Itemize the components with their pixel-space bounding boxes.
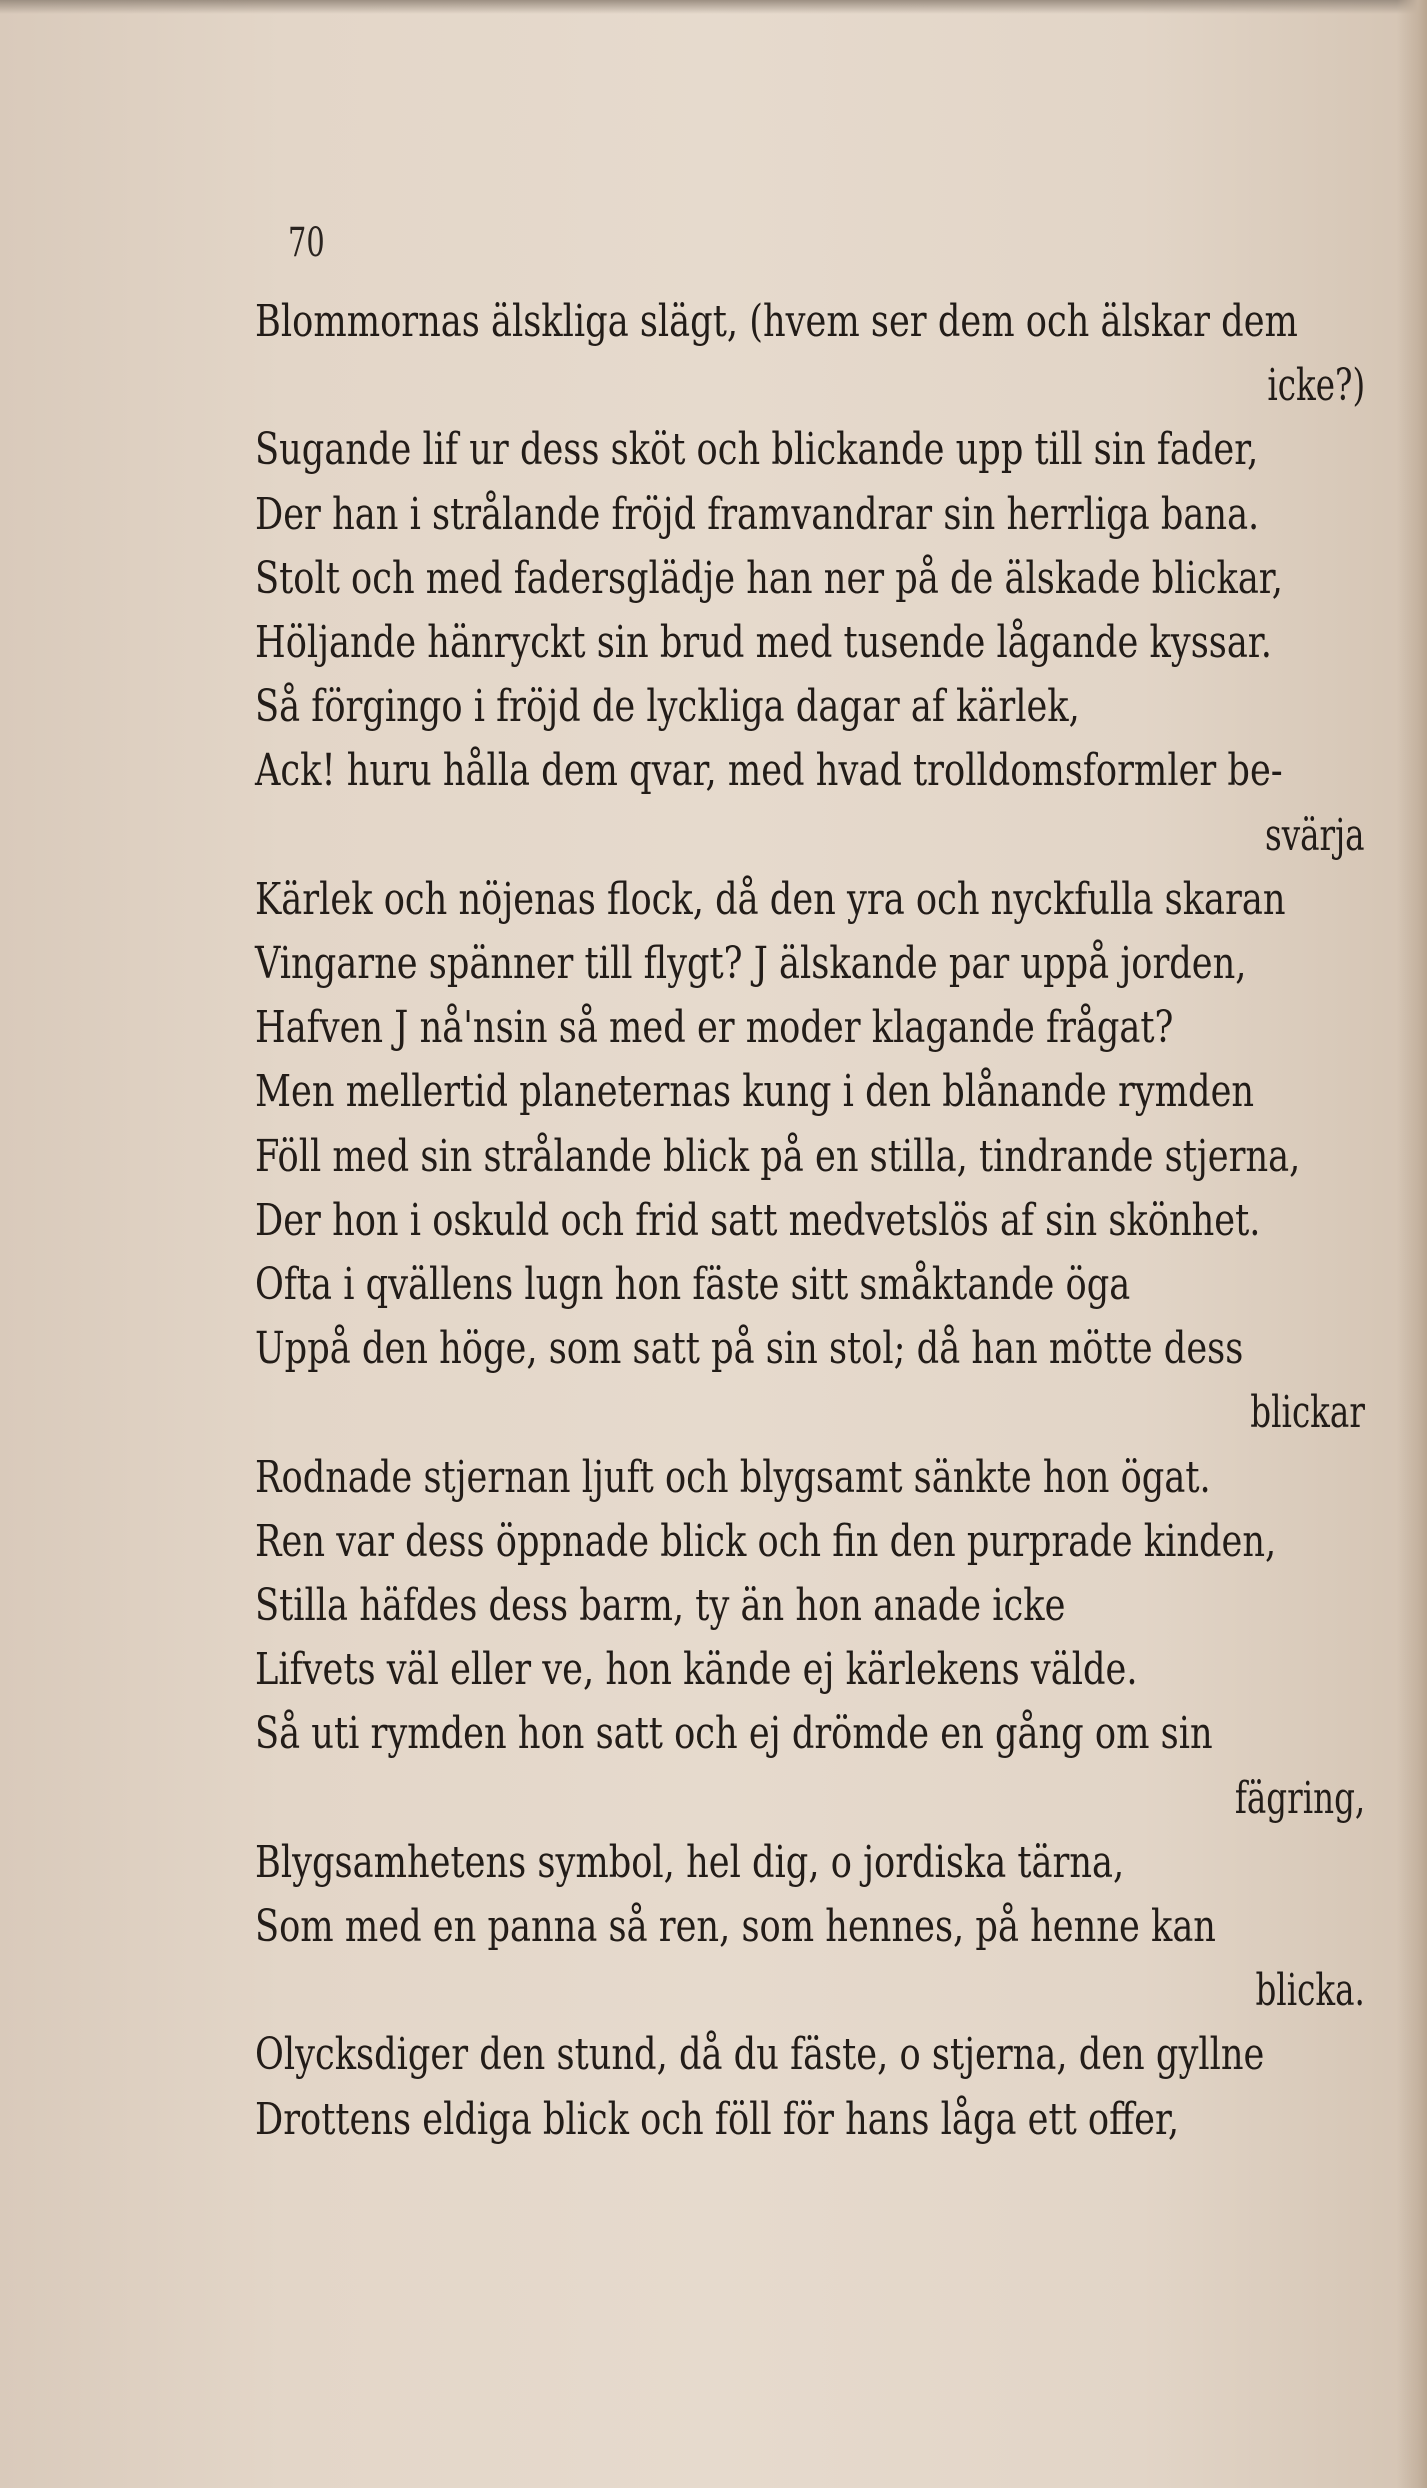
poem-line: Men mellertid planeternas kung i den blånande rymden [255,1066,1255,1118]
poem-line-continuation: svärja [1265,809,1365,861]
poem-line: Lifvets väl eller ve, hon kände ej kärlekens välde. [255,1644,1138,1696]
poem-line: Kärlek och nöjenas flock, då den yra och nyckfulla skaran [255,873,1286,925]
poem-line: Blommornas älskliga slägt, (hvem ser dem och älskar dem [255,296,1298,347]
poem-line: Så uti rymden hon satt och ej drömde en gång om sin [255,1708,1213,1760]
poem-line: Der han i strålande fröjd framvandrar sin herrliga bana. [255,488,1260,540]
poem-line: Blygsamhetens symbol, hel dig, o jordiska tärna, [255,1836,1125,1888]
poem-line: Som med en panna så ren, som hennes, på henne kan [255,1901,1216,1952]
poem-line: Föll med sin strålande blick på en stilla, tindrande stjerna, [255,1130,1301,1182]
page-number: 70 [288,220,325,266]
poem-line: Stilla häfdes dess barm, ty än hon anade icke [255,1580,1066,1631]
poem-line: Sugande lif ur dess sköt och blickande upp till sin fader, [255,424,1259,476]
poem-line: Hafven J nå'nsin så med er moder klagande frågat? [255,1002,1174,1054]
poem-line: Stolt och med fadersglädje han ner på de älskade blickar, [255,552,1283,604]
poem-line: Ack! huru hålla dem qvar, med hvad trolldomsformler be- [255,745,1283,797]
poem-line-continuation: fägring, [1234,1772,1365,1824]
poem-line-continuation: blicka. [1255,1965,1365,2017]
poem-line: Drottens eldiga blick och föll för hans låga ett offer, [255,2093,1180,2145]
poem-line: Höljande hänryckt sin brud med tusende lågande kyssar. [255,617,1272,668]
top-shadow [0,0,1427,14]
poem-line: Uppå den höge, som satt på sin stol; då han mötte dess [255,1323,1244,1375]
page-edge [1397,0,1427,2488]
poem-line-continuation: blickar [1250,1387,1365,1439]
poem-line: Ren var dess öppnade blick och fin den purprade kinden, [255,1515,1277,1567]
poem-line: Rodnade stjernan ljuft och blygsamt sänkte hon ögat. [255,1451,1211,1503]
poem-line: Der hon i oskuld och frid satt medvetslös af sin skönhet. [255,1194,1261,1246]
poem-line: Ofta i qvällens lugn hon fäste sitt småktande öga [255,1259,1131,1310]
poem-line-continuation: icke?) [1267,360,1365,412]
poem-line: Så förgingo i fröjd de lyckliga dagar af kärlek, [255,681,1080,733]
poem-line: Vingarne spänner till flygt? J älskande par uppå jorden, [255,938,1247,989]
poem-line: Olycksdiger den stund, då du fäste, o stjerna, den gyllne [255,2029,1265,2081]
